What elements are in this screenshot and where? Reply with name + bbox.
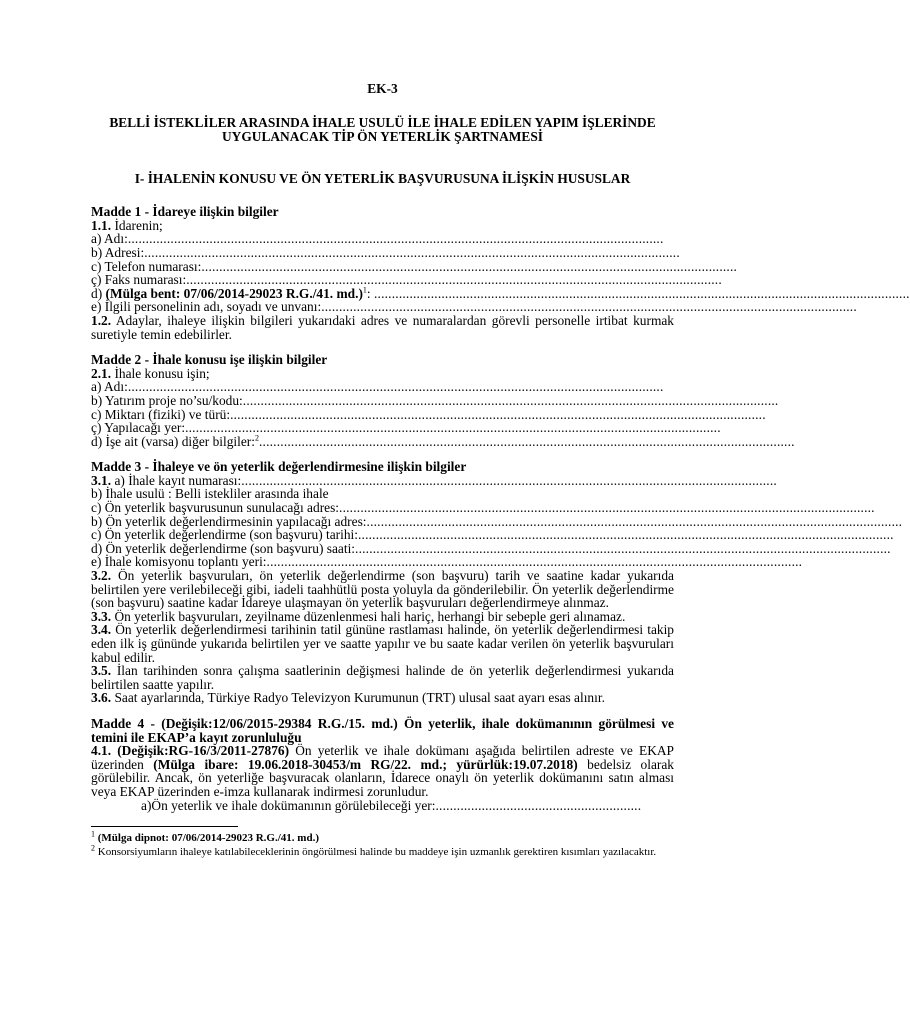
- dot-leader: .......................................................................................................................................................: [366, 513, 903, 529]
- field-line: [91, 285, 910, 301]
- clause-3-5: [91, 664, 674, 691]
- clause-number: 1.1.: [91, 217, 112, 233]
- field-line: [91, 420, 721, 436]
- field-line: [91, 799, 674, 813]
- article-2: [91, 352, 795, 449]
- dot-leader: .......................................................................................................................................................: [373, 285, 910, 301]
- field-label: d) İşe ait (varsa) diğer bilgiler:: [91, 433, 255, 449]
- footnote-2: [91, 845, 674, 859]
- dot-leader: .......................................................................................................................................................: [127, 379, 664, 395]
- article-1-heading: Madde 1 - İdareye ilişkin bilgiler: [91, 204, 279, 220]
- article-3: [91, 459, 903, 706]
- dot-leader: .......................................................................................................................................................: [258, 433, 795, 449]
- dot-leader: .......................................................................................................................................................: [355, 540, 891, 556]
- clause-3-3: [91, 610, 674, 624]
- clause-text: İhale konusu işin;: [111, 365, 210, 381]
- dot-leader: .......................................................................................................................................................: [241, 472, 777, 488]
- clause-number: 3.5.: [91, 663, 112, 679]
- title-line-2: UYGULANACAK TİP ÖN YETERLİK ŞARTNAMESİ: [222, 128, 543, 144]
- document-title: [91, 116, 674, 144]
- field-label: a) Adı:: [91, 379, 128, 395]
- clause-text: Ön yeterlik başvuruları, zeyilname düzenlenmesi hali hariç, herhangi bir sebeple geri alınamaz.: [111, 608, 626, 624]
- dot-leader: .......................................................................................................................................................: [127, 231, 664, 247]
- field-line: [91, 406, 766, 422]
- field-line: [91, 472, 777, 488]
- field-label: b) Adresi:: [91, 244, 145, 260]
- clause-text: Saat ayarlarında, Türkiye Radyo Televizyon Kurumunun (TRT) ulusal saat ayarı esas alınır.: [111, 690, 605, 706]
- clause-number: 4.1. (Değişik:RG-16/3/2011-27876): [91, 743, 290, 759]
- field-label: d) Ön yeterlik değerlendirme (son başvuru) saati:: [91, 540, 356, 556]
- field-line: [91, 554, 803, 570]
- dot-leader: .......................................................................................................................................................: [186, 272, 722, 288]
- clause-text: Adaylar, ihaleye ilişkin bilgileri yukarıdaki adres ve numaralardan görevli personelle irtibat kurmak suretiyle temin edebilirler.: [91, 312, 674, 342]
- document-page: [91, 81, 910, 859]
- dot-leader: .......................................................................................................................................................: [321, 299, 857, 315]
- field-line: [91, 513, 903, 529]
- clause-3-2: [91, 569, 674, 610]
- clause-text-continued: bedelsiz olarak görülebilir. Ancak, ön yeterliğe başvuracak olanların, İdarece onaylı ön yeterlik dokümanını satın alması veya EKAP üzerinden e-imza kullanarak indirmesi zorunludur.: [91, 756, 675, 799]
- field-separator: :: [366, 285, 374, 301]
- dot-leader: .......................................................................................................................................................: [242, 392, 779, 408]
- clause-text: İdarenin;: [111, 217, 163, 233]
- footnote-ref: 2: [254, 433, 259, 443]
- field-line: [91, 527, 894, 543]
- field-label: c) Ön yeterlik başvurusunun sunulacağı adres:: [91, 500, 340, 516]
- field-label: c) Miktarı (fiziki) ve türü:: [91, 406, 231, 422]
- dot-leader: .......................................................................................................................................................: [357, 527, 894, 543]
- field-label: ç) Yapılacağı yer:: [91, 420, 186, 436]
- footnote-number: 1: [91, 829, 95, 839]
- clause-text: Ön yeterlik ve ihale dokümanı aşağıda belirtilen adreste ve EKAP üzerinden: [91, 743, 674, 772]
- field-line: [91, 299, 857, 315]
- clause-1-1: [91, 219, 674, 233]
- field-line: [91, 500, 875, 516]
- clause-3-4: [91, 623, 674, 664]
- clause-text: Ön yeterlik değerlendirmesi tarihinin tatil gününe rastlaması halinde, ön yeterlik değerlendirmesi takip eden ilk iş gününde yukarıda belirtilen yer ve saatte yapılır ve bu saate kadar verilen ön yeterlik başvuruları kabul edilir.: [91, 622, 674, 665]
- clause-3-6: [91, 691, 674, 705]
- dot-leader: .......................................................................................................................................................: [201, 258, 738, 274]
- footnote-text: (Mülga dipnot: 07/06/2014-29023 R.G./41. md.): [97, 832, 319, 845]
- field-line: [91, 433, 795, 449]
- article-1: [91, 204, 910, 342]
- dot-leader: .......................................................................................................................................................: [230, 406, 766, 422]
- footnote-1: [91, 831, 674, 845]
- annex-label: EK-3: [367, 81, 398, 96]
- footnote-ref: 1: [362, 285, 367, 295]
- field-label: a) İhale kayıt numarası:: [111, 472, 242, 488]
- field-line: [91, 392, 779, 408]
- repealed-phrase: (Mülga ibare: 19.06.2018-30453/m RG/22. md.; yürürlük:19.07.2018): [153, 756, 578, 772]
- clause-text: Ön yeterlik başvuruları, ön yeterlik değerlendirme (son başvuru) tarih ve saatine kadar yukarıda belirtilen yere verilebileceği gibi, iadeli taahhütlü posta yoluyla da gönderilebilir. Ön yeterlik değerlendirme (son başvuru) saatine kadar İdareye ulaşmayan ön yeterlik başvuruları değerlendirmeye alınmaz.: [91, 568, 674, 611]
- clause-number: 3.4.: [91, 622, 112, 638]
- dot-leader: .......................................................................................................................................................: [266, 554, 803, 570]
- article-4: [91, 717, 674, 812]
- clause-number: 3.1.: [91, 472, 112, 488]
- field-line: [91, 244, 680, 260]
- field-label: e) İlgili personelinin adı, soyadı ve unvanı:: [91, 299, 322, 315]
- clause-number: 3.6.: [91, 690, 112, 706]
- clause-number: 3.2.: [91, 568, 112, 584]
- field-label: a) Adı:: [91, 231, 128, 247]
- dot-leader: .......................................................................................................................................................: [339, 500, 875, 516]
- repealed-note: (Mülga bent: 07/06/2014-29023 R.G./41. md.): [105, 285, 363, 301]
- footnote-number: 2: [91, 843, 95, 853]
- dot-leader: .......................................................................................................................................................: [144, 244, 680, 260]
- tender-procedure: b) İhale usulü : Belli istekliler arasında ihale: [91, 486, 329, 502]
- footnote-divider: [91, 826, 238, 827]
- article-3-heading: Madde 3 - İhaleye ve ön yeterlik değerlendirmesine ilişkin bilgiler: [91, 459, 467, 475]
- field-label: b) Yatırım proje no’su/kodu:: [91, 392, 243, 408]
- section-title: I- İHALENİN KONUSU VE ÖN YETERLİK BAŞVURUSUNA İLİŞKİN HUSUSLAR: [134, 170, 631, 186]
- field-line: [91, 232, 674, 246]
- clause-2-1: [91, 367, 674, 381]
- field-line: [91, 540, 891, 556]
- field-label: a)Ön yeterlik ve ihale dokümanının görülebileceği yer:: [141, 797, 436, 813]
- clause-text: İlan tarihinden sonra çalışma saatlerinin değişmesi halinde de ön yeterlik değerlendirmesi yukarıda belirtilen saatte yapılır.: [91, 663, 674, 692]
- field-line: [91, 258, 738, 274]
- field-line: [91, 272, 722, 288]
- article-4-heading: Madde 4 - (Değişik:12/06/2015-29384 R.G./15. md.) Ön yeterlik, ihale dokümanının görülmesi ve temini ile EKAP’a kayıt zorunluluğu: [91, 715, 674, 745]
- field-label: b) Ön yeterlik değerlendirmesinin yapılacağı adres:: [91, 513, 367, 529]
- field-label: c) Ön yeterlik değerlendirme (son başvuru) tarihi:: [91, 527, 358, 543]
- field-label: ç) Faks numarası:: [91, 272, 187, 288]
- article-2-heading: Madde 2 - İhale konusu işe ilişkin bilgiler: [91, 352, 328, 368]
- dot-leader: .......................................................................................................................................................: [185, 420, 721, 436]
- clause-1-2: [91, 314, 674, 341]
- field-line: [91, 380, 674, 394]
- footnote-text: Konsorsiyumların ihaleye katılabileceklerinin öngörülmesi halinde bu maddeye işin uzmanlık gerektiren kısımları yazılacaktır.: [95, 846, 657, 859]
- clause-number: 3.3.: [91, 608, 112, 624]
- field-label: d): [91, 285, 106, 301]
- clause-number: 2.1.: [91, 365, 112, 381]
- title-line-1: BELLİ İSTEKLİLER ARASINDA İHALE USULÜ İLE İHALE EDİLEN YAPIM İŞLERİNDE: [109, 114, 656, 130]
- clause-4-1: [91, 744, 674, 798]
- field-label: c) Telefon numarası:: [91, 258, 202, 274]
- field-label: e) İhale komisyonu toplantı yeri:: [91, 554, 267, 570]
- dot-leader: ..........................................................: [435, 797, 642, 813]
- clause-number: 1.2.: [91, 312, 112, 328]
